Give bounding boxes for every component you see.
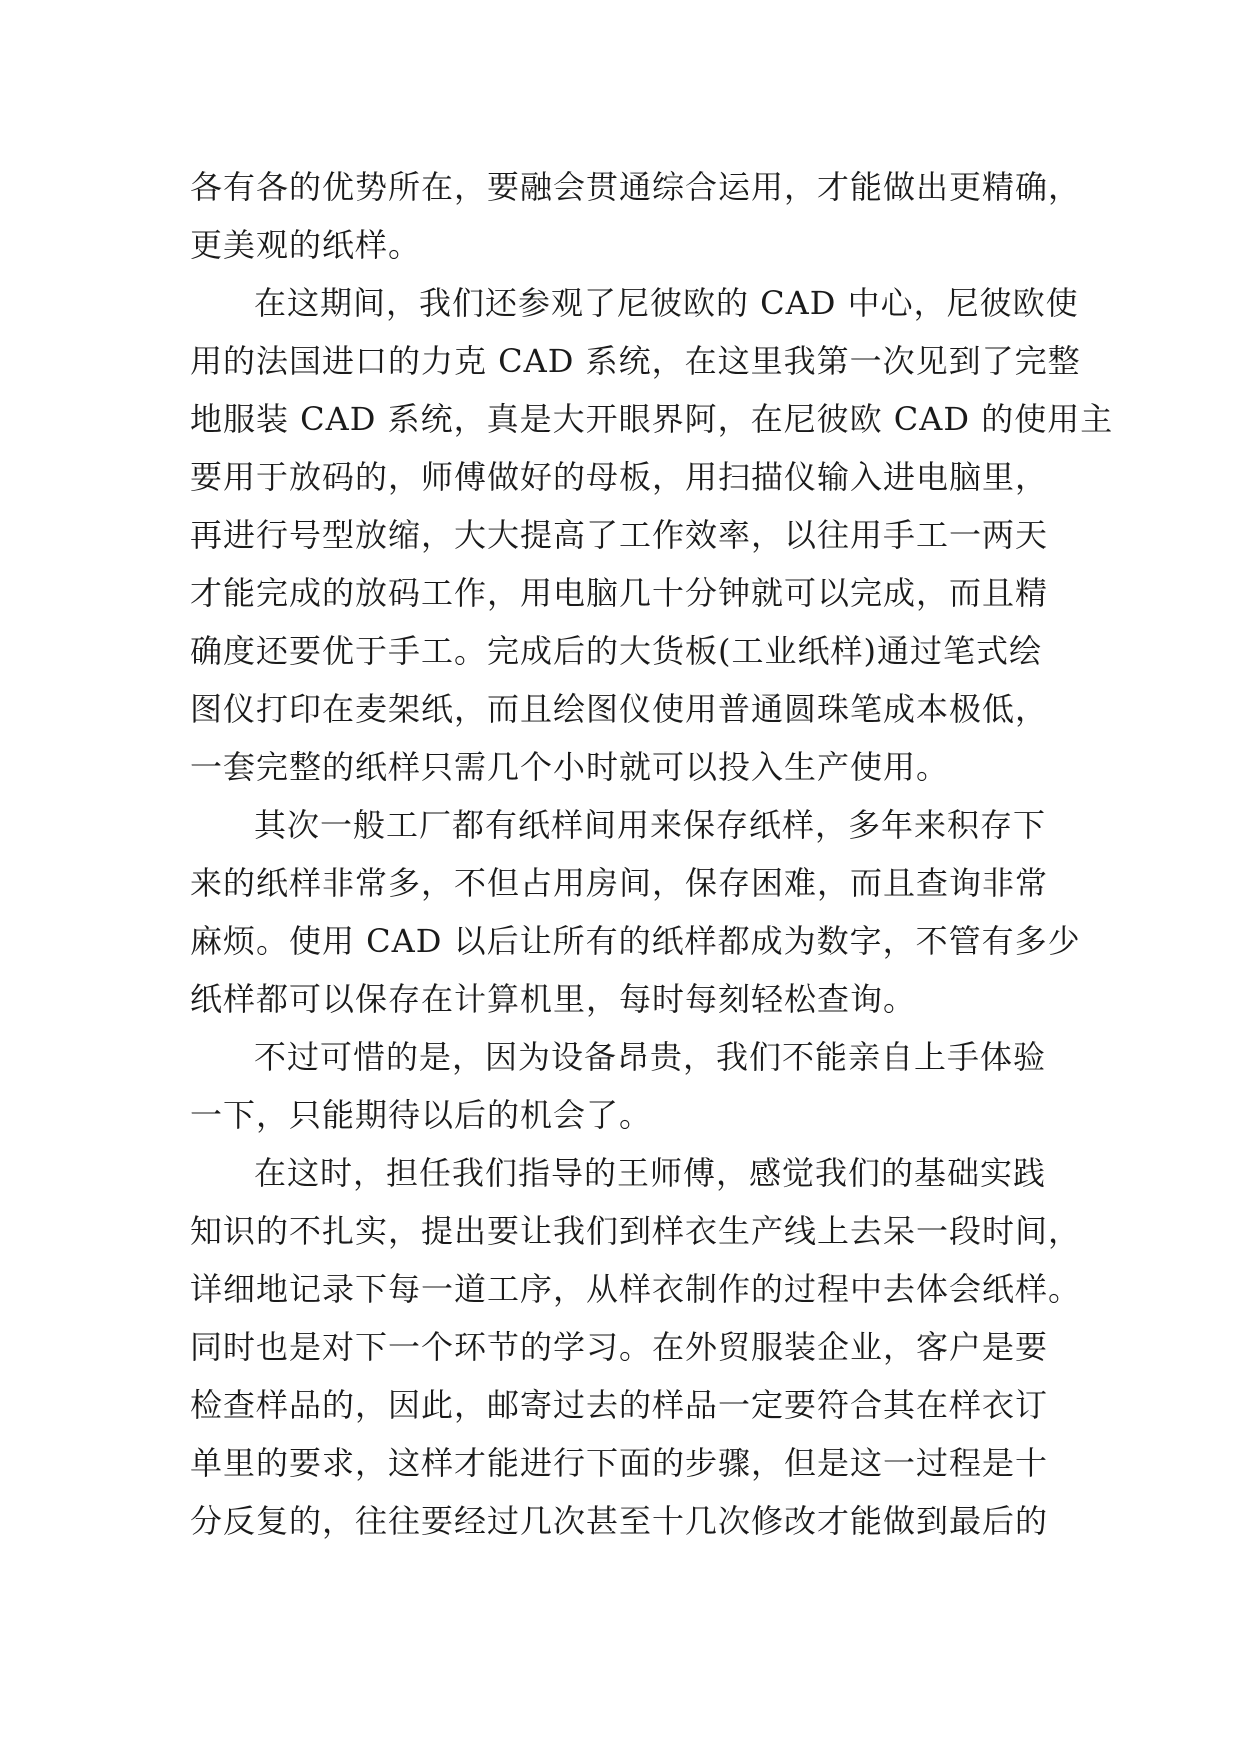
text-line: 在这时，担任我们指导的王师傅，感觉我们的基础实践 (254, 1154, 1047, 1192)
text-line: 地服装 CAD 系统，真是大开眼界阿，在尼彼欧 CAD 的使用主 (190, 400, 1114, 438)
paragraph-2 (190, 274, 1114, 796)
text-line: 麻烦。使用 CAD 以后让所有的纸样都成为数字，不管有多少 (190, 922, 1081, 960)
text-line: 更美观的纸样。 (190, 226, 422, 264)
text-line: 详细地记录下每一道工序，从样衣制作的过程中去体会纸样。 (190, 1270, 1082, 1308)
text-line: 图仪打印在麦架纸，而且绘图仪使用普通圆珠笔成本极低， (190, 690, 1049, 728)
text-line: 检查样品的，因此，邮寄过去的样品一定要符合其在样衣订 (190, 1386, 1049, 1424)
text-line: 一下，只能期待以后的机会了。 (190, 1096, 653, 1134)
text-line: 一套完整的纸样只需几个小时就可以投入生产使用。 (190, 748, 950, 786)
text-line: 来的纸样非常多，不但占用房间，保存困难，而且查询非常 (190, 864, 1049, 902)
text-line: 纸样都可以保存在计算机里，每时每刻轻松查询。 (190, 980, 917, 1018)
text-line: 同时也是对下一个环节的学习。在外贸服装企业，客户是要 (190, 1328, 1049, 1366)
paragraph-4 (190, 1028, 1050, 1144)
body-text (190, 158, 1114, 1550)
text-line: 不过可惜的是，因为设备昂贵，我们不能亲自上手体验 (254, 1038, 1047, 1076)
text-line: 知识的不扎实，提出要让我们到样衣生产线上去呆一段时间， (190, 1212, 1082, 1250)
text-line: 在这期间，我们还参观了尼彼欧的 CAD 中心，尼彼欧使 (254, 284, 1079, 322)
text-line: 其次一般工厂都有纸样间用来保存纸样，多年来积存下 (254, 806, 1047, 844)
text-line: 才能完成的放码工作，用电脑几十分钟就可以完成，而且精 (190, 574, 1049, 612)
paragraph-3 (190, 796, 1081, 1028)
text-line: 要用于放码的，师傅做好的母板，用扫描仪输入进电脑里， (190, 458, 1049, 496)
paragraph-1 (190, 158, 1082, 274)
text-line: 单里的要求，这样才能进行下面的步骤，但是这一过程是十 (190, 1444, 1049, 1482)
text-line: 确度还要优于手工。完成后的大货板(工业纸样)通过笔式绘 (190, 632, 1042, 670)
paragraph-5 (190, 1144, 1082, 1550)
text-line: 分反复的，往往要经过几次甚至十几次修改才能做到最后的 (190, 1502, 1049, 1540)
text-line: 再进行号型放缩，大大提高了工作效率，以往用手工一两天 (190, 516, 1049, 554)
text-line: 用的法国进口的力克 CAD 系统，在这里我第一次见到了完整 (190, 342, 1081, 380)
text-line: 各有各的优势所在，要融会贯通综合运用，才能做出更精确， (190, 168, 1082, 206)
